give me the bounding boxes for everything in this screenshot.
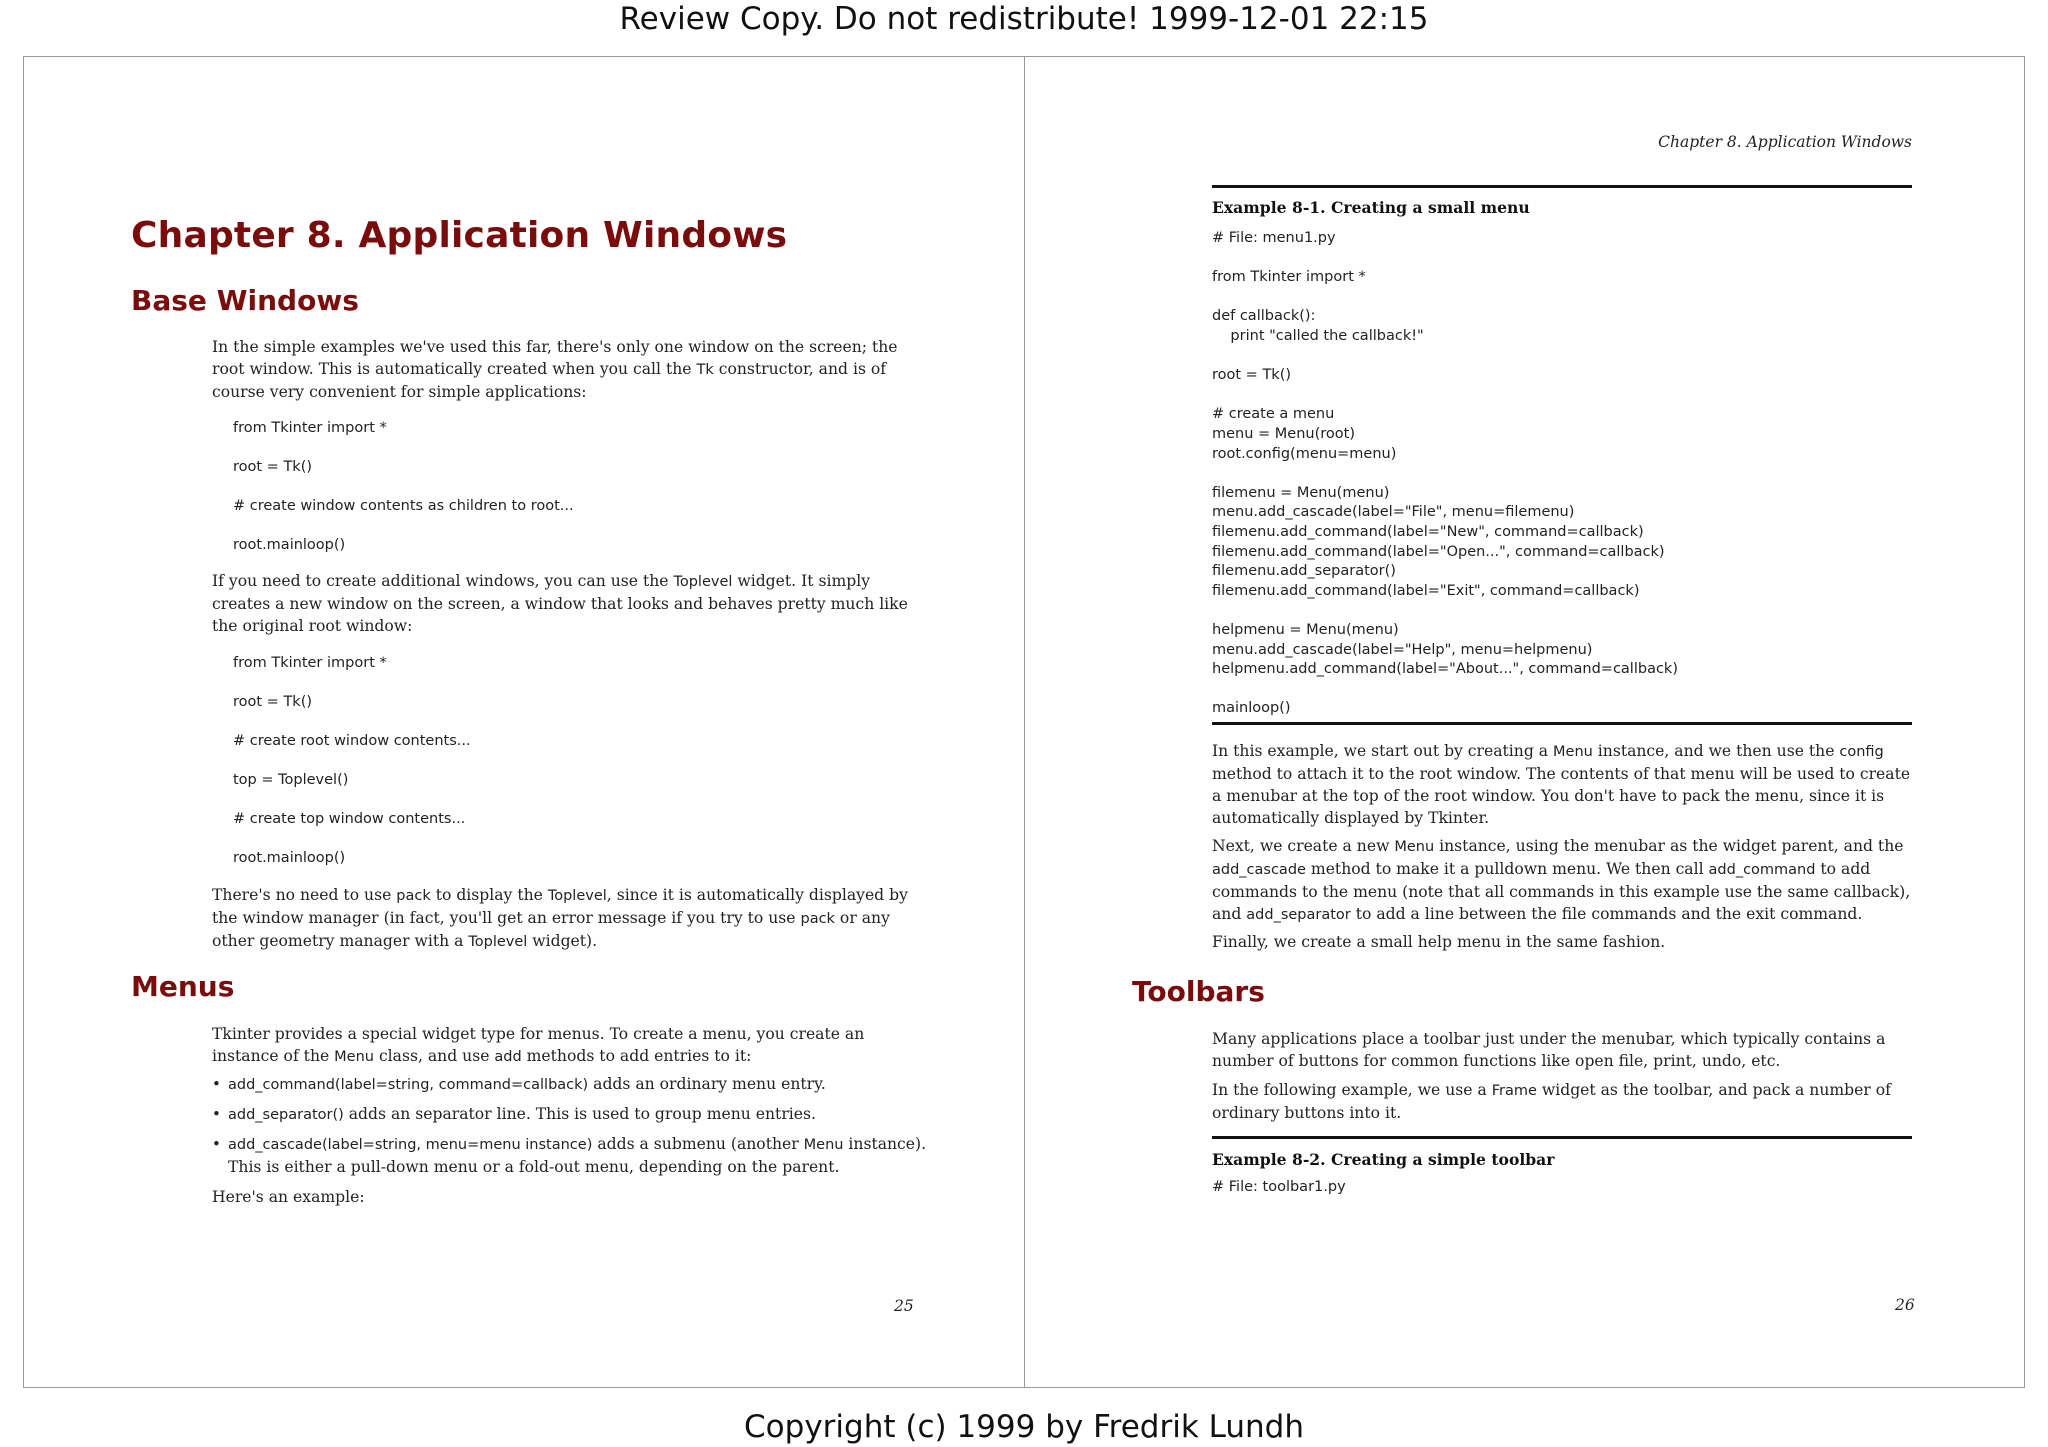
code-line: filemenu.add_command(label="Open...", command=callback) <box>1212 543 1665 560</box>
code-line: filemenu = Menu(menu) <box>1212 484 1390 501</box>
code-line: # create top window contents... <box>233 811 466 827</box>
paragraph-menu-explanation: In this example, we start out by creating a Menu instance, and we then use the config method to attach it to the root window. The contents of that menu will be used to create a menubar at the top of the root window. You don't have to pack the menu, since it is automatically displayed by Tkinter. <box>1212 742 1911 827</box>
code-line: # File: toolbar1.py <box>1212 1179 1346 1195</box>
review-copy-banner: Review Copy. Do not redistribute! 1999-12-01 22:15 <box>619 1 1429 37</box>
paragraph-toolbars-intro: Many applications place a toolbar just under the menubar, which typically contains a number of buttons for common functions like open file, print, undo, etc. <box>1212 1030 1886 1070</box>
page-number: 26 <box>1895 1296 1915 1314</box>
code-line: helpmenu = Menu(menu) <box>1212 622 1399 638</box>
paragraph-menus-intro: Tkinter provides a special widget type for menus. To create a menu, you create an instance of the Menu class, and use add methods to add entries to it: <box>212 1025 865 1065</box>
code-line: root = Tk() <box>233 694 313 710</box>
code-line: # create root window contents... <box>233 733 471 749</box>
code-line: menu = Menu(root) <box>1212 426 1355 442</box>
book-spread <box>23 56 2025 1388</box>
left-page <box>24 57 1025 1387</box>
code-line: print "called the callback!" <box>1212 328 1424 344</box>
list-item: • add_separator() adds an separator line. This is used to group menu entries. <box>212 1105 816 1123</box>
code-line: mainloop() <box>1212 700 1291 717</box>
code-line: from Tkinter import * <box>1212 269 1366 286</box>
paragraph-toplevel: If you need to create additional windows, you can use the Toplevel widget. It simply creates a new window on the screen, a window that looks and behaves pretty much like the original root window: <box>212 572 908 635</box>
code-line: filemenu.add_command(label="Exit", command=callback) <box>1212 582 1640 599</box>
chapter-title: Chapter 8. Application Windows <box>131 215 788 256</box>
code-line: # create a menu <box>1212 406 1335 423</box>
page-number: 25 <box>894 1297 914 1315</box>
copyright-banner: Copyright (c) 1999 by Fredrik Lundh <box>744 1409 1304 1445</box>
paragraph-intro: In the simple examples we've used this far, there's only one window on the screen; the root window. This is automatically created when you call the Tk constructor, and is of course very convenient for simple applications: <box>212 338 898 401</box>
code-line: root.mainloop() <box>233 537 346 553</box>
code-line: # File: menu1.py <box>1212 230 1336 246</box>
code-line: top = Toplevel() <box>233 772 349 788</box>
code-line: root = Tk() <box>1212 367 1292 384</box>
running-head: Chapter 8. Application Windows <box>1658 133 1912 151</box>
code-line: def callback(): <box>1212 308 1316 325</box>
example-top-rule <box>1212 1136 1912 1139</box>
code-line: # create window contents as children to root... <box>233 498 574 514</box>
section-title-menus: Menus <box>131 970 235 1003</box>
code-line: helpmenu.add_command(label="About...", command=callback) <box>1212 661 1678 678</box>
right-page <box>1025 57 2024 1387</box>
code-line: menu.add_cascade(label="Help", menu=helpmenu) <box>1212 641 1593 658</box>
code-line: from Tkinter import * <box>233 655 387 671</box>
example-top-rule <box>1212 185 1912 188</box>
section-title-base-windows: Base Windows <box>131 284 359 317</box>
example-bottom-rule <box>1212 722 1912 725</box>
example-title: Example 8-1. Creating a small menu <box>1212 198 1530 217</box>
example-title: Example 8-2. Creating a simple toolbar <box>1212 1150 1555 1169</box>
code-line: root.mainloop() <box>233 850 346 866</box>
code-line: root = Tk() <box>233 459 313 475</box>
code-line: filemenu.add_command(label="New", command=callback) <box>1212 524 1644 540</box>
paragraph-pack-note: There's no need to use pack to display the Toplevel, since it is automatically displayed by the window manager (in fact, you'll get an error message if you try to use pack or any other geometry manager with a Toplevel widget). <box>212 886 908 950</box>
code-line: menu.add_cascade(label="File", menu=filemenu) <box>1212 504 1575 521</box>
paragraph-example-lead: Here's an example: <box>212 1188 365 1206</box>
section-title-toolbars: Toolbars <box>1132 975 1265 1008</box>
code-line: root.config(menu=menu) <box>1212 445 1397 462</box>
paragraph-cascade-explanation: Next, we create a new Menu instance, using the menubar as the widget parent, and the add_cascade method to make it a pulldown menu. We then call add_command to add commands to the menu (note that all commands in this example use the same callback), and add_separator to add a line between the file commands and the exit command. <box>1212 837 1911 923</box>
list-item: • add_cascade(label=string, menu=menu instance) adds a submenu (another Menu instance). This is either a pull-down menu or a fold-out menu, depending on the parent. <box>212 1135 927 1176</box>
list-item: • add_command(label=string, command=callback) adds an ordinary menu entry. <box>212 1075 826 1093</box>
paragraph-frame-toolbar: In the following example, we use a Frame widget as the toolbar, and pack a number of ordinary buttons into it. <box>1212 1081 1891 1122</box>
code-line: filemenu.add_separator() <box>1212 563 1396 580</box>
paragraph-help-menu: Finally, we create a small help menu in the same fashion. <box>1212 933 1666 951</box>
code-line: from Tkinter import * <box>233 420 387 436</box>
